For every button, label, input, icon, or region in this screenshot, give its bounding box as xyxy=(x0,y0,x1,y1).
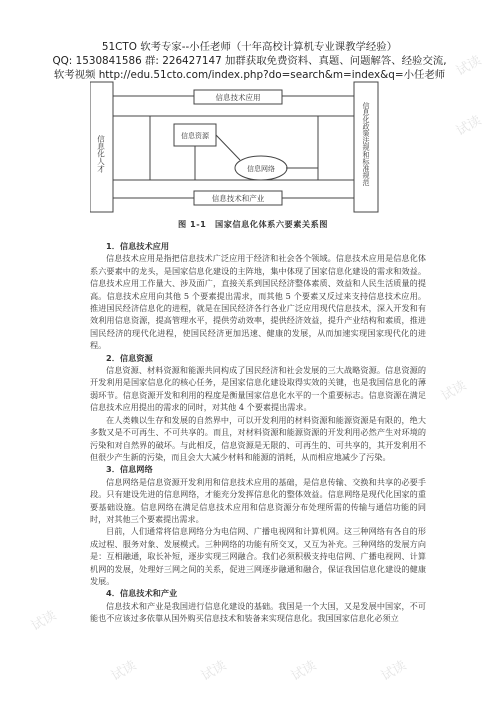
section-heading: 3．信息网络 xyxy=(106,464,153,475)
diagram-left-label: 信息化人才 xyxy=(96,135,106,173)
section-heading: 2．信息资源 xyxy=(106,352,153,363)
header-line-1: 51CTO 软考专家--小任老师（十年高校计算机专业课教学经验） xyxy=(101,41,398,53)
diagram-top-label: 信息技术应用 xyxy=(215,93,261,102)
body-text xyxy=(90,240,426,625)
section-heading: 1．信息技术应用 xyxy=(106,241,170,251)
paragraph: 信息技术和产业是我国进行信息化建设的基础。我国是一个大国，又是发展中国家，不可能也不应该过多依靠从国外购买信息技术和装备来实现信息化。我国国家信息化必须立 xyxy=(90,600,426,624)
watermark: 试读 xyxy=(288,658,320,685)
figure-caption: 图 1-1 国家信息化体系六要素关系图 xyxy=(178,219,328,229)
six-elements-diagram xyxy=(90,80,390,218)
paragraph: 在人类赖以生存和发展的自然界中，可以开发利用的材料资源和能源资源是有限的，绝大多数又是不可再生、不可共享的。而且，对材料资源和能源资源的开发利用必然产生对环境的污染和对自然界的破坏。与此相反，信息资源是无限的、可再生的、可共享的，其开发利用不但很少产生新的污染，而且会大大减少材料和能源的消耗，从而相应地减少了污染。 xyxy=(90,414,426,462)
watermark: 试读 xyxy=(453,53,485,80)
watermark: 试读 xyxy=(28,608,60,635)
diagram-right-label: 信息化政策法规和标准规范 xyxy=(362,102,370,186)
paragraph: 信息技术应用是指把信息技术广泛应用于经济和社会各个领域。信息技术应用是信息化体系六要素中的龙头，是国家信息化建设的主阵地，集中体现了国家信息化建设的需求和效益。信息技术应用工作量大、涉及面广，直接关系到国民经济整体素质、效益和人民生活质量的提高。信息技术应用向其他 5 个要素提出需求，而其他 5 个要素又反过来支持信息技术应用。推进国民经济信息化的进程，就是在国民经济各行各业广泛应用现代信息技术，深入开发和有效利用信息资源，提高管理水平，提供劳动效率，提供经济效益，提升产业结构和素质，推进国民经济的现代化进程，使国民经济更加迅速、健康的发展，从而加速实现国家现代化的进程。 xyxy=(90,253,426,351)
watermark: 试读 xyxy=(453,113,485,140)
diagram-resource-label: 信息资源 xyxy=(181,132,209,140)
watermark: 试读 xyxy=(438,378,470,405)
watermark: 试读 xyxy=(378,658,410,685)
paragraph: 信息资源、材料资源和能源共同构成了国民经济和社会发展的三大战略资源。信息资源的开发利用是国家信息化的核心任务，是国家信息化建设取得实效的关键，也是我国信息化的薄弱环节。信息资源开发和利用的程度是衡量国家信息化水平的一个重要标志。信息资源在满足信息技术应用提出的需求的同时，对其他 4 个要素提出需求。 xyxy=(90,365,426,413)
watermark: 试读 xyxy=(108,658,140,685)
section-heading: 4．信息技术和产业 xyxy=(106,588,178,599)
header-line-2: QQ: 1530841586 群: 226427147 加群获取免费资料、真题、问题解答、经验交流, xyxy=(52,55,447,67)
paragraph: 信息网络是信息资源开发利用和信息技术应用的基础，是信息传输、交换和共享的必要手段。只有建设先进的信息网络，才能充分发挥信息化的整体效益。信息网络是现代化国家的重要基础设施。信息网络在满足信息技术应用和信息资源分布处理所需的传输与通信功能的同时，对其他三个要素提出需求。 xyxy=(90,476,426,524)
paragraph: 目前，人们通常将信息网络分为电信网、广播电视网和计算机网。这三种网络有各自的形成过程、服务对象、发展模式。三种网络的功能有所交叉，又互为补充。三种网络的发展方向是：互相融通，取长补短，逐步实现三网融合。我们必须积极支持电信网、广播电视网、计算机网的发展，处理好三网之间的关系，促进三网逐步融通和融合，保证我国信息化建设的健康发展。 xyxy=(90,526,426,586)
diagram-network-label: 信息网络 xyxy=(247,165,275,173)
watermark: 试读 xyxy=(198,658,230,685)
header-line-3: 软考视频 http://edu.51cto.com/index.php?do=search&m=index&q=小任老师 xyxy=(53,69,446,81)
diagram-bottom-label: 信息技术和产业 xyxy=(211,194,265,203)
